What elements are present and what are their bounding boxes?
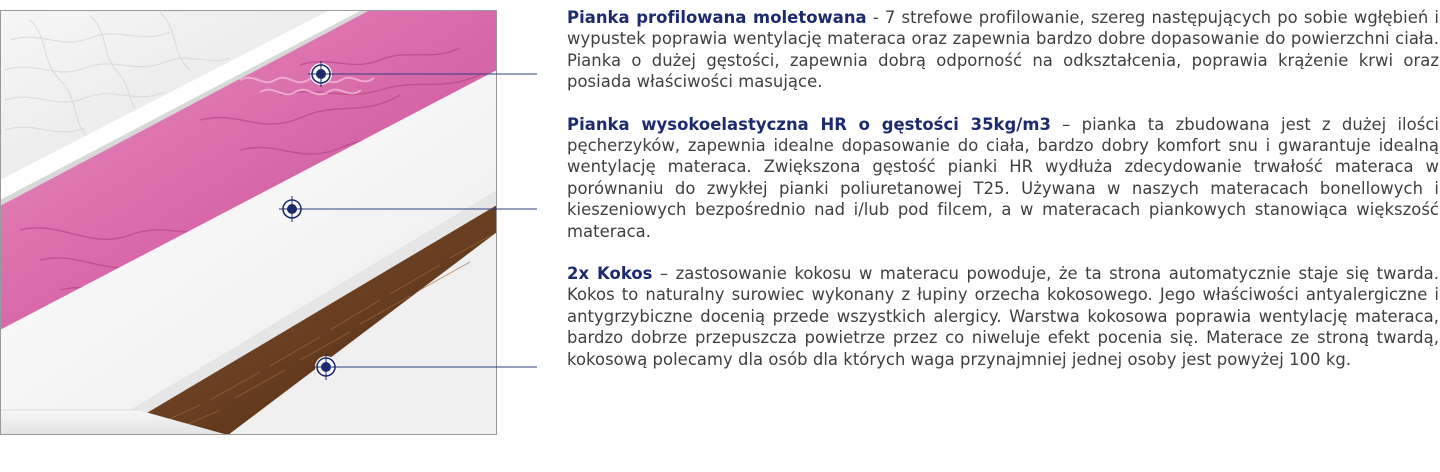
layer-separator: –	[652, 264, 676, 284]
mattress-cross-section	[0, 0, 540, 472]
layer-separator: –	[1050, 114, 1082, 134]
layer-description-profiled-foam	[567, 7, 1439, 93]
mattress-layers-illustration	[0, 0, 540, 472]
layer-text: 7 strefowe profilowanie, szereg następujących po sobie wgłębień i wypustek poprawia wentylację materaca oraz zapewnia bardzo dobre dopasowanie do powierzchni ciała. Pianka o dużej gęstości, zapewnia dobrą odporność na odkształcenia, poprawia krążenie krwi oraz posiada właściwości masujące.	[567, 8, 1439, 92]
layer-title: 2x Kokos	[567, 264, 653, 284]
layer-title: Pianka profilowana moletowana	[567, 8, 867, 27]
layer-descriptions	[567, 7, 1439, 370]
layer-description-hr-foam	[567, 114, 1439, 242]
layer-text: pianka ta zbudowana jest z dużej ilości pęcherzyków, zapewnia idealne dopasowanie do ciała, bardzo dobry komfort snu i gwarantuje idealną wentylację materaca. Zwiększona gęstość pianki HR wydłuża zdecydowanie trwałość materaca w porównaniu do zwykłej pianki poliuretanowej T25. Używana w naszych materacach bonellowych i kieszeniowych bezpośrednio nad i/lub pod filcem, a w materacach piankowych stanowiąca większość materaca.	[567, 114, 1439, 241]
layer-title: Pianka wysokoelastyczna HR o gęstości 35kg/m3	[567, 114, 1051, 134]
layer-description-coconut	[567, 263, 1439, 370]
layer-separator: -	[866, 8, 885, 27]
layer-text: zastosowanie kokosu w materacu powoduje, że ta strona automatycznie staje się twarda. Kokos to naturalny surowiec wykonany z łupiny orzecha kokosowego. Jego właściwości antyalergiczne i antygrzybiczne docenią przede wszystkich alergicy. Warstwa kokosowa poprawia wentylację materaca, bardzo dobrze przepuszcza powietrze przez co niweluje efekt pocenia się. Materace ze stroną twardą, kokosową polecamy dla osób dla których waga przynajmniej jednej osoby jest powyżej 100 kg.	[567, 264, 1440, 369]
